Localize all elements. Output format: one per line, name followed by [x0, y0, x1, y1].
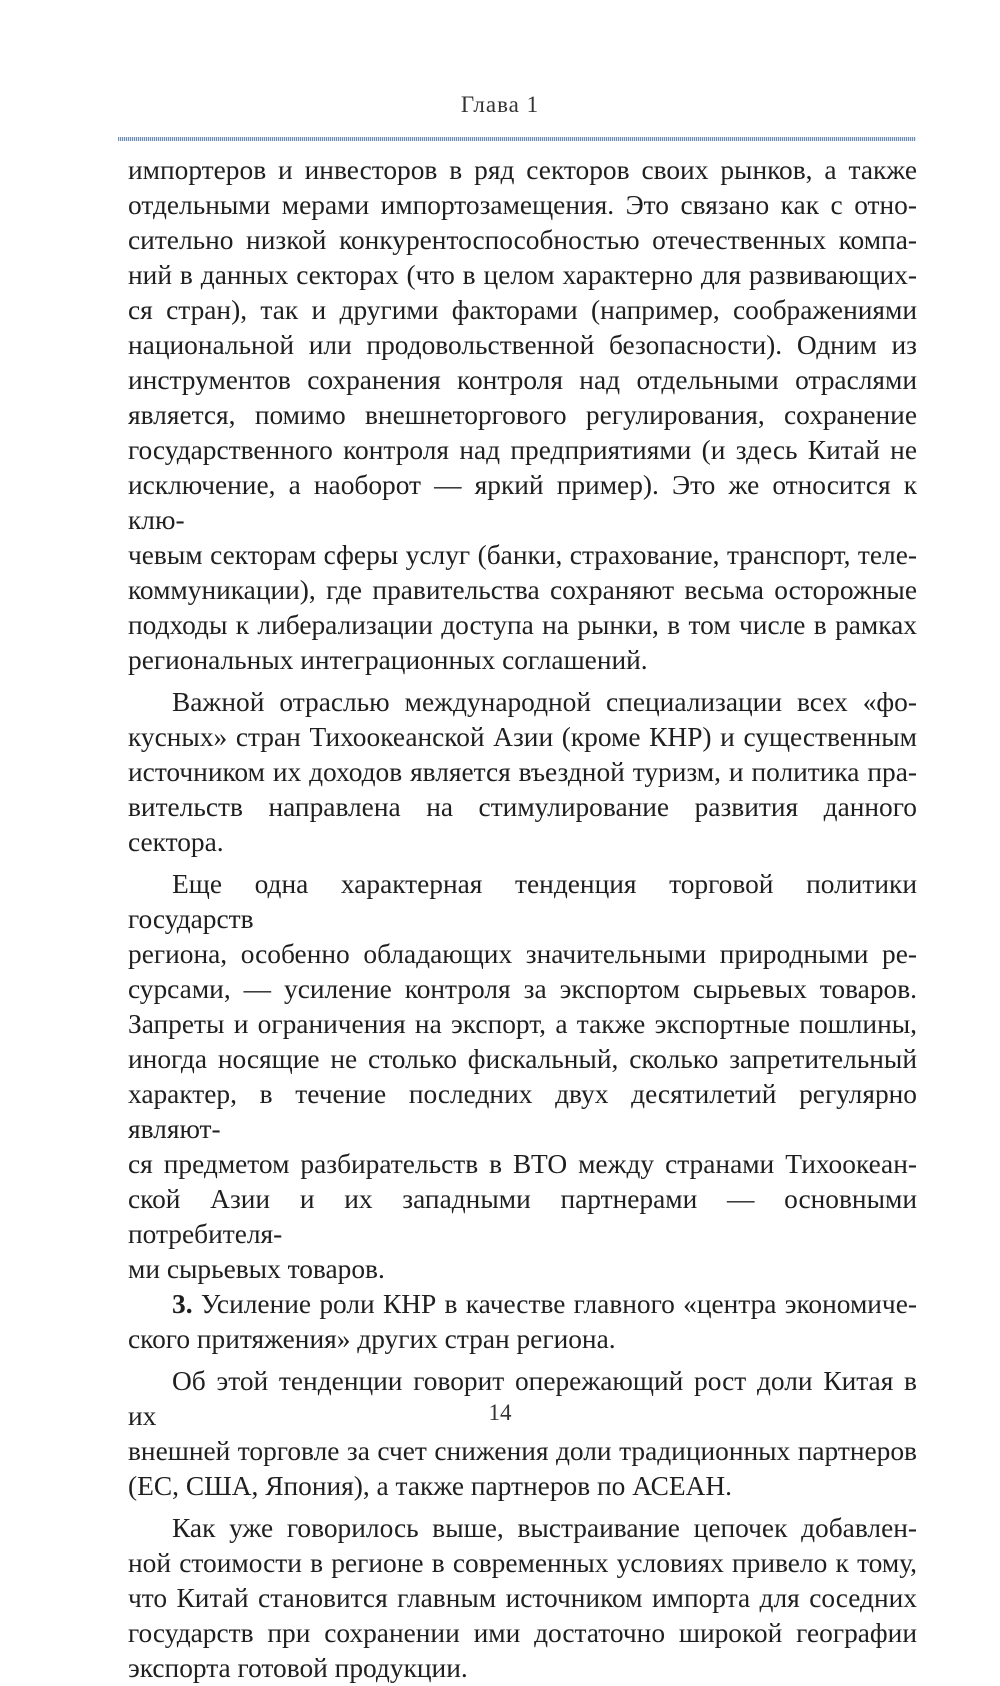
numbered-paragraph [128, 1287, 917, 1357]
text-line: вительств направлена на стимулирование развития данного сектора. [128, 792, 917, 857]
text-line: инструментов сохранения контроля над отдельными отраслями [128, 365, 917, 395]
text-span: Усиление роли КНР в качестве главного «центра экономиче- [200, 1289, 917, 1319]
text-line: региональных интеграционных соглашений. [128, 645, 648, 675]
text-line: ми сырьевых товаров. [128, 1254, 385, 1284]
text-line: является, помимо внешнеторгового регулирования, сохранение [128, 400, 917, 430]
item-number: 3. [172, 1289, 193, 1319]
text-line: что Китай становится главным источником импорта для соседних [128, 1583, 917, 1613]
text-line: ской Азии и их западными партнерами — основными потребителя- [128, 1184, 917, 1249]
paragraph [128, 1364, 917, 1504]
text-line: исключение, а наоборот — яркий пример). Это же относится к клю- [128, 470, 917, 535]
running-header: Глава 1 [460, 92, 540, 117]
text-line: подходы к либерализации доступа на рынки, в том числе в рамках [128, 610, 917, 640]
text-line: Об этой тенденции говорит опережающий рост доли Китая в их [128, 1366, 917, 1431]
page-body [128, 153, 917, 1686]
text-line: ся стран), так и другими факторами (например, соображениями [128, 295, 917, 325]
paragraph [128, 153, 917, 678]
text-line: Еще одна характерная тенденция торговой политики государств [128, 869, 917, 934]
text-line: коммуникации), где правительства сохраняют весьма осторожные [128, 575, 917, 605]
text-line: национальной или продовольственной безопасности). Одним из [128, 330, 917, 360]
text-line: ний в данных секторах (что в целом характерно для развивающих- [128, 260, 917, 290]
text-line: чевым секторам сферы услуг (банки, страхование, транспорт, теле- [128, 540, 917, 570]
header-rule [118, 137, 916, 141]
text-line: сурсами, — усиление контроля за экспортом сырьевых товаров. [128, 974, 917, 1004]
text-line: ского притяжения» других стран региона. [128, 1324, 616, 1354]
text-line: Как уже говорилось выше, выстраивание цепочек добавлен- [172, 1513, 917, 1543]
text-line: внешней торговле за счет снижения доли традиционных партнеров [128, 1436, 917, 1466]
paragraph [128, 867, 917, 1287]
text-line: характер, в течение последних двух десятилетий регулярно являют- [128, 1079, 917, 1144]
text-line: источником их доходов является въездной туризм, и политика пра- [128, 757, 917, 787]
paragraph [128, 1511, 917, 1686]
text-line: экспорта готовой продукции. [128, 1653, 468, 1683]
text-line: сительно низкой конкурентоспособностью отечественных компа- [128, 225, 917, 255]
text-line: иногда носящие не столько фискальный, сколько запретительный [128, 1044, 917, 1074]
text-line: государств при сохранении ими достаточно широкой географии [128, 1618, 917, 1648]
text-line: государственного контроля над предприятиями (и здесь Китай не [128, 435, 917, 465]
text-line: Важной отраслью международной специализации всех «фо- [172, 687, 917, 717]
text-line: отдельными мерами импортозамещения. Это связано как с отно- [128, 190, 917, 220]
text-line [128, 1287, 917, 1322]
text-line: Запреты и ограничения на экспорт, а также экспортные пошлины, [128, 1009, 917, 1039]
text-line: (ЕС, США, Япония), а также партнеров по АСЕАН. [128, 1471, 733, 1501]
text-line: кусных» стран Тихоокеанской Азии (кроме КНР) и существенным [128, 722, 917, 752]
page-number: 14 [488, 1400, 512, 1425]
text-line: импортеров и инвесторов в ряд секторов своих рынков, а также [128, 155, 917, 185]
text-line: ной стоимости в регионе в современных условиях привело к тому, [128, 1548, 917, 1578]
paragraph [128, 685, 917, 860]
text-line: ся предметом разбирательств в ВТО между странами Тихоокеан- [128, 1149, 917, 1179]
text-line: региона, особенно обладающих значительными природными ре- [128, 939, 917, 969]
